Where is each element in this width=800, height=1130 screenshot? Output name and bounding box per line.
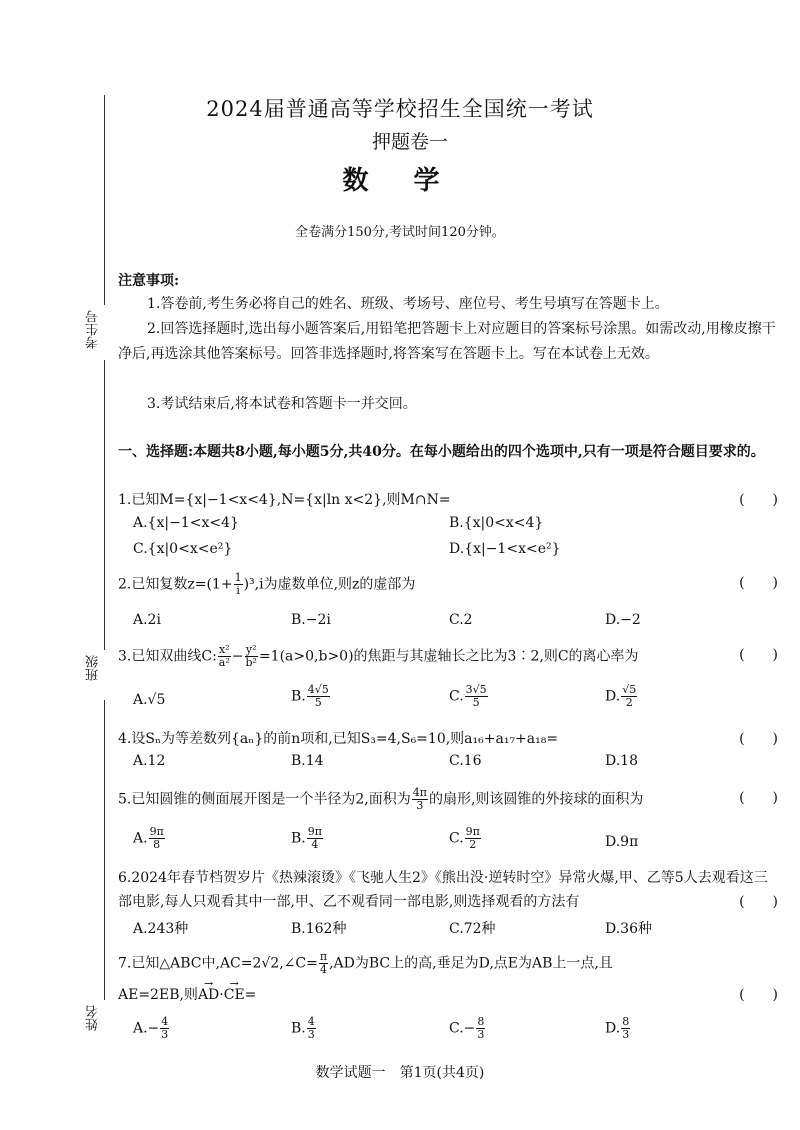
option-label: B.: [291, 688, 306, 705]
denominator: i: [236, 584, 240, 597]
denominator: a²: [218, 656, 230, 669]
option-a: A.2i: [133, 612, 161, 628]
option-c: C.2: [449, 612, 473, 628]
numerator: 3√5: [465, 683, 487, 696]
option-d: D.9π: [605, 834, 639, 850]
answer-paren: ( ): [739, 575, 778, 591]
option-c: C.72种: [449, 921, 496, 937]
question-5: [118, 787, 778, 812]
option-a: A.243种: [133, 921, 189, 937]
denominator: 3: [416, 799, 424, 812]
margin-line-mid: [104, 360, 105, 650]
fraction: [160, 1016, 169, 1041]
question-6: [118, 866, 778, 914]
option-label: B.: [291, 830, 306, 847]
margin-label-class: 班级: [86, 655, 101, 681]
option-b: [291, 684, 331, 709]
option-b: [291, 1016, 317, 1041]
option-c: C.16: [449, 753, 482, 769]
answer-paren: ( ): [739, 894, 778, 910]
option-label: C.: [449, 830, 464, 847]
question-2-stem-b: )³,i为虚数单位,则z的虚部为: [243, 576, 416, 593]
fraction: [476, 1016, 485, 1041]
fraction: [412, 787, 428, 812]
answer-paren: ( ): [739, 647, 778, 663]
question-7-stem-a: 7.已知△ABC中,AC=2√2,∠C=: [118, 955, 318, 972]
numerator: 4: [307, 1015, 315, 1028]
numerator: 4π: [412, 786, 427, 799]
notice-item-1: 1.答卷前,考生务必将自己的姓名、班级、考场号、座位号、考生号填写在答题卡上。: [147, 296, 669, 312]
notice-item-3: 3.考试结束后,将本试卷和答题卡一并交回。: [147, 396, 417, 412]
question-7-stem-b: ,AD为BC上的高,垂足为D,点E为AB上一点,且: [329, 955, 613, 972]
denominator: 2: [625, 696, 633, 709]
fraction: [245, 644, 258, 669]
fraction: [307, 684, 330, 709]
option-label: C.−: [449, 1020, 476, 1037]
option-a: [133, 826, 166, 851]
question-3: 3.已知双曲线C: $\frac{\text{x²}}{\text{a²}}$ − $\frac{\text{y²}}{\text{b²}}$ =1(a>0,b>0)的焦距与其虚轴长之比为3∶2,则C的离心率为 ( ): [118, 643, 778, 669]
fraction: [465, 826, 481, 851]
question-2: [118, 572, 778, 597]
option-a: A.12: [133, 753, 166, 769]
denominator: 8: [153, 838, 161, 851]
question-4: [118, 728, 778, 750]
margin-line-top: [104, 95, 105, 305]
answer-paren: ( ): [739, 790, 778, 806]
numerator: 8: [477, 1015, 485, 1028]
denominator: 4: [319, 963, 327, 976]
margin-label-name: 姓名: [86, 1005, 101, 1031]
dot-operator: ·: [219, 987, 224, 1003]
denominator: 3: [161, 1028, 169, 1041]
section-heading: 一、选择题:本题共8小题,每小题5分,共40分。在每小题给出的四个选项中,只有一项是符合题目要求的。: [118, 444, 765, 460]
question-2-stem-a: 2.已知复数z=(1+: [118, 576, 233, 593]
subject-title: 数 学: [342, 166, 458, 196]
denominator: 5: [314, 696, 322, 709]
fraction: [465, 684, 488, 709]
option-label: D.: [605, 1020, 621, 1037]
exam-info: 全卷满分150分,考试时间120分钟。: [295, 225, 505, 240]
answer-paren: ( ): [739, 492, 778, 508]
option-b: B.162种: [291, 921, 347, 937]
numerator: 9π: [307, 825, 322, 838]
option-b: B.−2i: [291, 612, 331, 628]
vector-ce: → CE: [224, 984, 245, 1006]
option-a: A.{x|−1<x<4}: [133, 515, 239, 531]
exam-title: 2024届普通高等学校招生全国统一考试: [206, 97, 594, 121]
question-7-stem-c: AE=2EB,则: [118, 987, 198, 1003]
fraction: [218, 644, 231, 669]
exam-subtitle: 押题卷一: [371, 131, 448, 153]
denominator: 5: [472, 696, 480, 709]
option-c: C.{x|0<x<e²}: [133, 541, 233, 557]
question-7-line-2: [118, 984, 778, 1006]
option-label: B.: [291, 1020, 306, 1037]
numerator: 9π: [149, 825, 164, 838]
numerator: 1: [234, 571, 242, 584]
question-3-stem-b: =1(a>0,b>0)的焦距与其虚轴长之比为3∶2,则C的离心率为: [258, 648, 639, 665]
option-a: A.√5: [133, 692, 166, 708]
notice-heading: 注意事项:: [118, 273, 180, 289]
option-d: D.{x|−1<x<e²}: [449, 541, 561, 557]
numerator: x²: [218, 643, 230, 656]
denominator: b²: [245, 656, 257, 669]
margin-line-lower: [104, 700, 105, 1000]
numerator: π: [319, 950, 328, 963]
question-7-stem-d: =: [244, 987, 257, 1003]
denominator: 3: [307, 1028, 315, 1041]
question-6-stem: 6.2024年春节档贺岁片《热辣滚烫》《飞驰人生2》《熊出没·逆转时空》异常火爆,甲、乙等5人去观看这三部电影,每人只观看其中一部,甲、乙不观看同一部电影,则选择观看的方法有: [118, 870, 768, 910]
question-4-stem: 4.设Sₙ为等差数列{aₙ}的前n项和,已知S₃=4,S₆=10,则a₁₆+a₁₇+a₁₈=: [118, 731, 559, 747]
fraction: [319, 951, 328, 976]
option-label: A.: [133, 830, 148, 847]
page-footer: 数学试题一 第1页(共4页): [315, 1065, 485, 1081]
question-5-stem-a: 5.已知圆锥的侧面展开图是一个半径为2,面积为: [118, 791, 411, 808]
option-d: [605, 1016, 631, 1041]
denominator: 4: [311, 838, 319, 851]
option-label: C.: [449, 688, 464, 705]
option-b: B.14: [291, 753, 324, 769]
question-1: [118, 489, 778, 511]
question-1-stem: 1.已知M={x|−1<x<4},N={x|ln x<2},则M∩N=: [118, 492, 451, 508]
numerator: 9π: [465, 825, 480, 838]
answer-paren: ( ): [739, 731, 778, 747]
question-5-stem-b: 的扇形,则该圆锥的外接球的面积为: [428, 791, 644, 808]
option-c: [449, 1016, 486, 1041]
fraction: [621, 1016, 630, 1041]
numerator: 8: [622, 1015, 630, 1028]
option-c: [449, 684, 489, 709]
notice-item-2: 2.回答选择题时,选出每小题答案后,用铅笔把答题卡上对应题目的答案标号涂黑。如需改动,用橡皮擦干净后,再选涂其他答案标号。回答非选择题时,将答案写在答题卡上。写在本试卷上无效。: [118, 321, 776, 362]
numerator: y²: [245, 643, 257, 656]
denominator: 3: [477, 1028, 485, 1041]
option-label: D.: [605, 688, 621, 705]
option-a: [133, 1016, 170, 1041]
fraction: [149, 826, 165, 851]
margin-label-exam-no: 考生号: [86, 310, 101, 349]
option-b: B.{x|0<x<4}: [449, 515, 544, 531]
option-d: D.−2: [605, 612, 641, 628]
option-d: D.36种: [605, 921, 652, 937]
option-c: [449, 826, 482, 851]
denominator: 3: [622, 1028, 630, 1041]
option-d: D.18: [605, 753, 638, 769]
numerator: 4: [161, 1015, 169, 1028]
option-b: [291, 826, 324, 851]
vector-ad: → AD: [198, 984, 219, 1006]
answer-paren: ( ): [739, 987, 778, 1003]
fraction: [621, 684, 637, 709]
denominator: 2: [469, 838, 477, 851]
question-3-stem-a: 3.已知双曲线C:: [118, 648, 217, 665]
fraction: [307, 826, 323, 851]
fraction: [307, 1016, 316, 1041]
fraction: [234, 572, 243, 597]
numerator: 4√5: [307, 683, 329, 696]
option-d: [605, 684, 638, 709]
numerator: √5: [622, 683, 637, 696]
option-label: A.−: [133, 1020, 160, 1037]
